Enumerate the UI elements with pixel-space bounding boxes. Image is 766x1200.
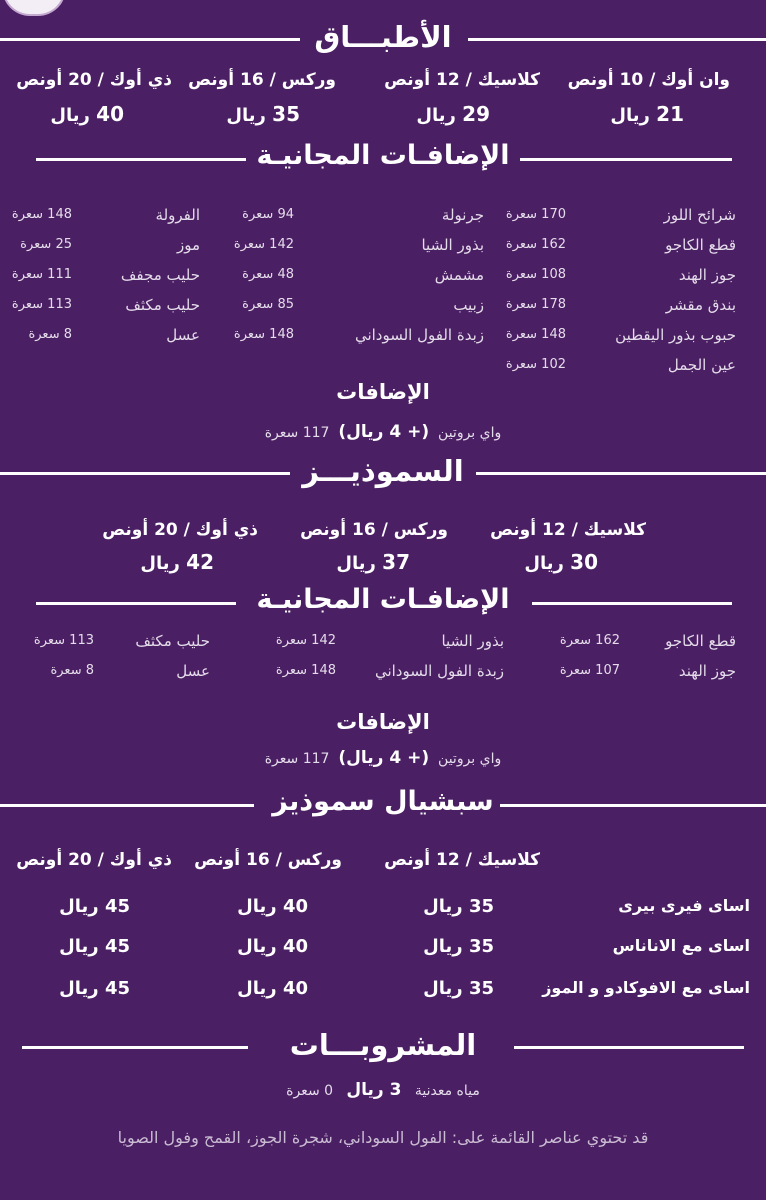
addon-name: زبيب bbox=[453, 296, 484, 314]
addon-calories: 148 سعرة bbox=[505, 327, 566, 342]
addon-line bbox=[0, 422, 766, 442]
section-header-special-smoothies bbox=[0, 784, 766, 828]
addon-calories: 148 سعرة bbox=[233, 327, 294, 342]
addon-calories: 113 سعرة bbox=[33, 633, 94, 648]
addon-calories: 8 سعرة bbox=[28, 327, 72, 342]
section-title: السموذيـــز bbox=[302, 454, 464, 488]
addon-calories: 111 سعرة bbox=[11, 267, 72, 282]
price: 21 ريال bbox=[610, 102, 684, 126]
addon-calories: 25 سعرة bbox=[20, 237, 72, 252]
item-name: اساى مع الاناناس bbox=[612, 936, 750, 955]
logo bbox=[2, 0, 66, 16]
drink-line bbox=[0, 1080, 766, 1100]
addons-title: الإضافات bbox=[336, 380, 430, 404]
addon-calories: 94 سعرة bbox=[242, 207, 294, 222]
addon-price: (+ 4 ريال) bbox=[338, 422, 430, 442]
addon-name: حليب مكثف bbox=[125, 296, 200, 314]
section-title: المشروبـــات bbox=[289, 1028, 477, 1062]
price: 40 ريال bbox=[237, 936, 308, 957]
addon-calories: 108 سعرة bbox=[505, 267, 566, 282]
price: 35 ريال bbox=[423, 896, 494, 917]
section-title: الأطبـــاق bbox=[314, 20, 452, 54]
price: 40 ريال bbox=[237, 896, 308, 917]
addon-name: حبوب بذور اليقطين bbox=[615, 326, 736, 344]
addon-name: الفرولة bbox=[155, 206, 200, 224]
price: 45 ريال bbox=[59, 978, 130, 999]
addon-name: عسل bbox=[166, 326, 200, 344]
addon-name: حليب مجفف bbox=[120, 266, 200, 284]
addon-calories: 117 سعرة bbox=[264, 425, 330, 441]
addon-price: (+ 4 ريال) bbox=[338, 748, 430, 768]
price: 45 ريال bbox=[59, 936, 130, 957]
addon-name: واي بروتين bbox=[438, 751, 502, 767]
size-label: كلاسيك / 12 أونص bbox=[384, 850, 540, 870]
addons-title: الإضافات bbox=[336, 710, 430, 734]
addon-calories: 117 سعرة bbox=[264, 751, 330, 767]
section-title: الإضافـات المجانيـة bbox=[256, 584, 510, 615]
price: 37 ريال bbox=[336, 550, 410, 574]
addon-calories: 178 سعرة bbox=[505, 297, 566, 312]
price: 35 ريال bbox=[423, 978, 494, 999]
addon-calories: 8 سعرة bbox=[50, 663, 94, 678]
drink-name: مياه معدنية bbox=[414, 1083, 480, 1099]
item-name: اساى مع الافوكادو و الموز bbox=[542, 978, 750, 997]
addon-line bbox=[0, 748, 766, 768]
addon-calories: 107 سعرة bbox=[559, 663, 620, 678]
section-header-drinks bbox=[0, 1026, 766, 1070]
size-label: كلاسيك / 12 أونص bbox=[384, 70, 540, 90]
addon-name: حليب مكثف bbox=[135, 632, 210, 650]
addon-name: بندق مقشر bbox=[665, 296, 736, 314]
drink-price: 3 ريال bbox=[346, 1080, 402, 1100]
addon-calories: 48 سعرة bbox=[242, 267, 294, 282]
section-header-free-addons bbox=[0, 138, 766, 182]
addon-name: جوز الهند bbox=[678, 662, 736, 680]
addon-name: زبدة الفول السوداني bbox=[354, 326, 484, 344]
addon-name: بذور الشيا bbox=[441, 632, 504, 650]
addon-name: مشمش bbox=[434, 266, 484, 284]
addon-name: بذور الشيا bbox=[421, 236, 484, 254]
allergen-note: قد تحتوي عناصر القائمة على: الفول السوداني، شجرة الجوز، القمح وفول الصويا bbox=[117, 1128, 649, 1147]
addon-calories: 142 سعرة bbox=[233, 237, 294, 252]
size-label: كلاسيك / 12 أونص bbox=[490, 520, 646, 540]
size-label: وركس / 16 أونص bbox=[188, 70, 336, 90]
price: 35 ريال bbox=[226, 102, 300, 126]
section-title: الإضافـات المجانيـة bbox=[256, 140, 510, 171]
size-label: ذي أوك / 20 أونص bbox=[16, 70, 172, 90]
addon-name: شرائح اللوز bbox=[663, 206, 736, 224]
price: 42 ريال bbox=[140, 550, 214, 574]
price: 40 ريال bbox=[50, 102, 124, 126]
addon-name: عسل bbox=[176, 662, 210, 680]
addon-calories: 162 سعرة bbox=[505, 237, 566, 252]
size-label: وان أوك / 10 أونص bbox=[567, 70, 730, 90]
addon-name: جوز الهند bbox=[678, 266, 736, 284]
addon-name: زبدة الفول السوداني bbox=[374, 662, 504, 680]
addon-name: عين الجمل bbox=[667, 356, 736, 374]
section-header-smoothies bbox=[0, 452, 766, 496]
drink-calories: 0 سعرة bbox=[286, 1083, 334, 1099]
section-header-free-addons bbox=[0, 582, 766, 626]
price: 30 ريال bbox=[524, 550, 598, 574]
addon-name: جرنولة bbox=[441, 206, 484, 224]
addon-name: قطع الكاجو bbox=[665, 236, 736, 254]
size-label: وركس / 16 أونص bbox=[300, 520, 448, 540]
addon-calories: 113 سعرة bbox=[11, 297, 72, 312]
size-label: وركس / 16 أونص bbox=[194, 850, 342, 870]
addon-calories: 148 سعرة bbox=[11, 207, 72, 222]
addon-calories: 148 سعرة bbox=[275, 663, 336, 678]
section-title: سبشيال سموذيز bbox=[272, 786, 494, 817]
addon-calories: 162 سعرة bbox=[559, 633, 620, 648]
size-label: ذي أوك / 20 أونص bbox=[102, 520, 258, 540]
addon-calories: 170 سعرة bbox=[505, 207, 566, 222]
price: 40 ريال bbox=[237, 978, 308, 999]
price: 29 ريال bbox=[416, 102, 490, 126]
addon-calories: 85 سعرة bbox=[242, 297, 294, 312]
price: 45 ريال bbox=[59, 896, 130, 917]
section-header-bowls bbox=[0, 18, 766, 62]
addon-name: قطع الكاجو bbox=[665, 632, 736, 650]
addon-name: واي بروتين bbox=[438, 425, 502, 441]
addon-calories: 102 سعرة bbox=[505, 357, 566, 372]
addon-name: موز bbox=[176, 236, 200, 254]
size-label: ذي أوك / 20 أونص bbox=[16, 850, 172, 870]
addon-calories: 142 سعرة bbox=[275, 633, 336, 648]
item-name: اساى فيرى بيرى bbox=[618, 896, 750, 915]
price: 35 ريال bbox=[423, 936, 494, 957]
